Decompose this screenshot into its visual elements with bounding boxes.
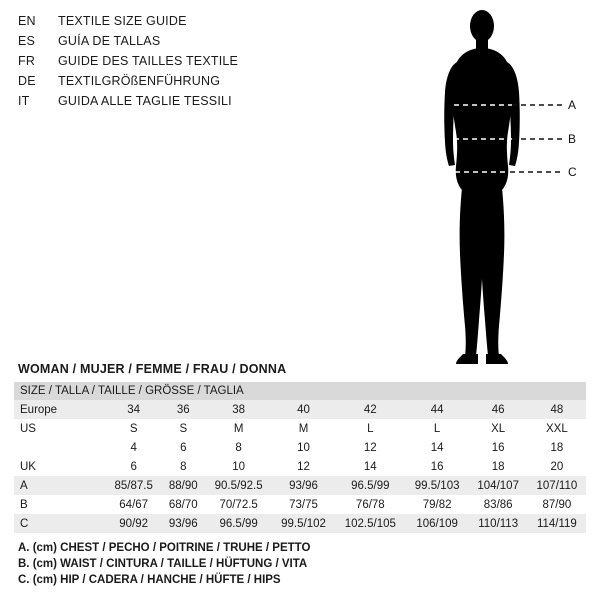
row-cell: XL [469, 419, 528, 438]
language-row-es [18, 34, 338, 54]
table-header-label: SIZE / TALLA / TAILLE / GRÖSSE / TAGLIA [14, 382, 586, 400]
legend-line-a: A. (cm) CHEST / PECHO / POITRINE / TRUHE / PETTO [18, 542, 311, 554]
row-cell: L [406, 419, 469, 438]
table-row [14, 457, 586, 476]
table-header-row [14, 382, 586, 400]
row-cell: 64/67 [106, 495, 161, 514]
row-cell: 10 [205, 457, 272, 476]
row-cell: 18 [469, 457, 528, 476]
language-text-de: TEXTILGRÖßENFÜHRUNG [58, 74, 221, 88]
row-cell: 85/87.5 [106, 476, 161, 495]
measurement-legend [18, 540, 310, 588]
language-row-it [18, 94, 338, 114]
row-cell: 10 [272, 438, 335, 457]
size-table [14, 382, 586, 533]
row-cell: XXL [528, 419, 586, 438]
language-code-en: EN [18, 14, 36, 28]
row-cell: 73/75 [272, 495, 335, 514]
row-cell: 36 [161, 400, 205, 419]
row-label [14, 438, 106, 457]
row-cell: 107/110 [528, 476, 586, 495]
row-label: Europe [14, 400, 106, 419]
measure-label-a: A [568, 98, 577, 112]
row-cell: 90/92 [106, 514, 161, 533]
row-cell: 46 [469, 400, 528, 419]
row-cell: 104/107 [469, 476, 528, 495]
table-row [14, 438, 586, 457]
language-code-it: IT [18, 94, 30, 108]
row-cell: 8 [161, 457, 205, 476]
row-cell: 44 [406, 400, 469, 419]
silhouette-icon [400, 8, 590, 368]
row-cell: 106/109 [406, 514, 469, 533]
table-row [14, 400, 586, 419]
measure-label-c: C [568, 165, 577, 179]
row-cell: 6 [161, 438, 205, 457]
row-cell: 12 [272, 457, 335, 476]
language-text-es: GUÍA DE TALLAS [58, 34, 161, 48]
row-cell: 16 [469, 438, 528, 457]
row-cell: 76/78 [335, 495, 406, 514]
row-label: US [14, 419, 106, 438]
language-row-en [18, 14, 338, 34]
row-cell: 110/113 [469, 514, 528, 533]
row-cell: 38 [205, 400, 272, 419]
language-text-it: GUIDA ALLE TAGLIE TESSILI [58, 94, 232, 108]
table-row [14, 514, 586, 533]
row-cell: 12 [335, 438, 406, 457]
language-list [18, 14, 338, 114]
row-cell: M [205, 419, 272, 438]
row-cell: 88/90 [161, 476, 205, 495]
woman-section-heading: WOMAN / MUJER / FEMME / FRAU / DONNA [18, 362, 287, 376]
row-cell: S [106, 419, 161, 438]
language-code-es: ES [18, 34, 36, 48]
table-row [14, 419, 586, 438]
row-cell: 99.5/103 [406, 476, 469, 495]
row-cell: 90.5/92.5 [205, 476, 272, 495]
row-cell: 8 [205, 438, 272, 457]
row-cell: 68/70 [161, 495, 205, 514]
row-cell: 20 [528, 457, 586, 476]
row-cell: 14 [335, 457, 406, 476]
row-cell: 102.5/105 [335, 514, 406, 533]
row-cell: 14 [406, 438, 469, 457]
female-silhouette-figure [400, 8, 590, 368]
row-cell: 70/72.5 [205, 495, 272, 514]
row-cell: 93/96 [272, 476, 335, 495]
row-cell: L [335, 419, 406, 438]
language-row-de [18, 74, 338, 94]
row-cell: 34 [106, 400, 161, 419]
row-cell: 114/119 [528, 514, 586, 533]
row-cell: M [272, 419, 335, 438]
row-cell: 96.5/99 [205, 514, 272, 533]
row-cell: 18 [528, 438, 586, 457]
row-cell: 83/86 [469, 495, 528, 514]
legend-line-c: C. (cm) HIP / CADERA / HANCHE / HÜFTE / HIPS [18, 574, 281, 586]
language-code-fr: FR [18, 54, 36, 68]
row-label: UK [14, 457, 106, 476]
row-cell: 16 [406, 457, 469, 476]
language-row-fr [18, 54, 338, 74]
table-row [14, 495, 586, 514]
row-cell: S [161, 419, 205, 438]
row-cell: 4 [106, 438, 161, 457]
row-cell: 40 [272, 400, 335, 419]
row-cell: 48 [528, 400, 586, 419]
row-cell: 42 [335, 400, 406, 419]
legend-line-b: B. (cm) WAIST / CINTURA / TAILLE / HÜFTUNG / VITA [18, 558, 308, 570]
language-text-en: TEXTILE SIZE GUIDE [58, 14, 187, 28]
row-cell: 87/90 [528, 495, 586, 514]
table-row [14, 476, 586, 495]
row-label: B [14, 495, 106, 514]
row-cell: 6 [106, 457, 161, 476]
row-cell: 96.5/99 [335, 476, 406, 495]
row-cell: 99.5/102 [272, 514, 335, 533]
measure-label-b: B [568, 132, 577, 146]
language-text-fr: GUIDE DES TAILLES TEXTILE [58, 54, 239, 68]
row-cell: 93/96 [161, 514, 205, 533]
size-table-wrapper [14, 382, 586, 533]
language-code-de: DE [18, 74, 36, 88]
row-label: C [14, 514, 106, 533]
row-label: A [14, 476, 106, 495]
row-cell: 79/82 [406, 495, 469, 514]
